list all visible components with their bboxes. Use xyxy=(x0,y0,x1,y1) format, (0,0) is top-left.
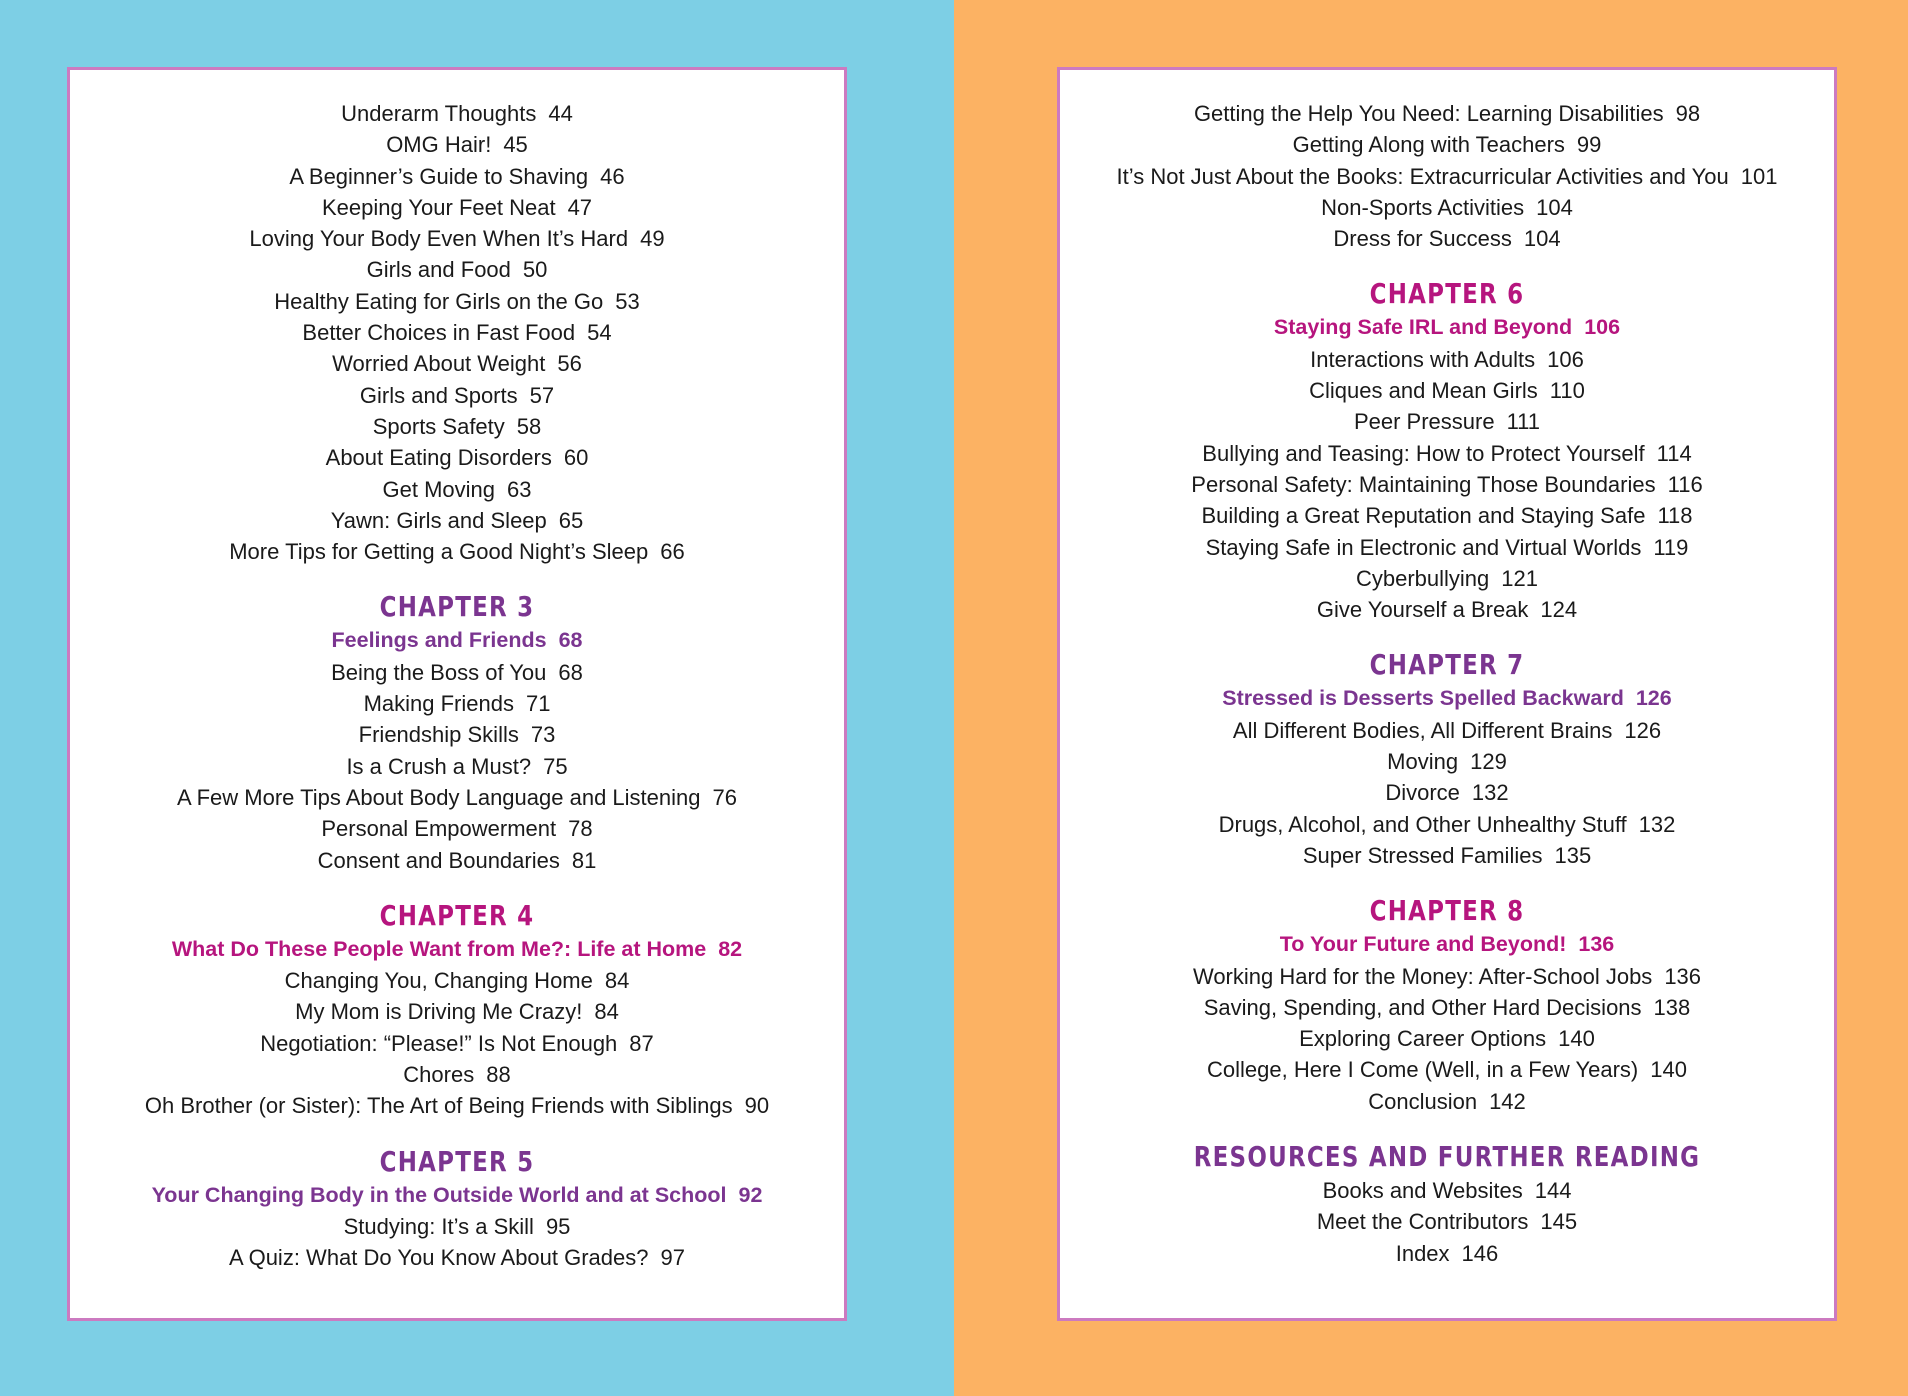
toc-entry-page: 136 xyxy=(1664,963,1702,989)
toc-entry-page: 126 xyxy=(1624,717,1662,743)
chapter-5-subtitle xyxy=(70,1180,844,1211)
toc-entry-title: Building a Great Reputation and Staying Safe xyxy=(1201,503,1646,529)
toc-entry-page: 90 xyxy=(744,1093,770,1119)
toc-entry-page: 140 xyxy=(1558,1026,1595,1052)
toc-entry-title: Cliques and Mean Girls xyxy=(1309,378,1538,404)
toc-entry xyxy=(70,348,844,379)
toc-entry-title: Being the Boss of You xyxy=(331,659,547,685)
subtitle-title: To Your Future and Beyond! xyxy=(1279,932,1567,957)
toc-entry-title: Studying: It’s a Skill xyxy=(343,1213,534,1239)
subtitle-page: 92 xyxy=(738,1182,763,1207)
toc-entry-title: Girls and Food xyxy=(366,257,511,283)
toc-entry xyxy=(70,1242,844,1273)
chapter-3-subtitle xyxy=(70,625,844,656)
toc-entry-title: Sports Safety xyxy=(372,413,505,439)
toc-entry xyxy=(1060,1206,1834,1237)
chapter-7-subtitle xyxy=(1060,683,1834,714)
subtitle-title: Feelings and Friends xyxy=(331,628,547,653)
toc-entry-title: Moving xyxy=(1387,749,1459,775)
toc-entry xyxy=(70,411,844,442)
toc-entry-page: 146 xyxy=(1461,1240,1499,1266)
toc-entry-page: 88 xyxy=(486,1062,511,1088)
toc-entry xyxy=(70,996,844,1027)
toc-entry xyxy=(1060,1175,1834,1206)
toc-entry-page: 78 xyxy=(568,816,593,842)
resources-heading: RESOURCES AND FURTHER READING xyxy=(1193,1140,1701,1174)
toc-entry-title: Working Hard for the Money: After-School Jobs xyxy=(1192,963,1653,989)
toc-entry-title: Saving, Spending, and Other Hard Decisions xyxy=(1203,994,1642,1020)
toc-entry-page: 124 xyxy=(1540,597,1578,623)
toc-entry-page: 53 xyxy=(615,288,640,314)
chapter-6-subtitle xyxy=(1060,312,1834,343)
toc-entry-title: Friendship Skills xyxy=(358,722,519,748)
chapter-6-heading: CHAPTER 6 xyxy=(1369,277,1525,311)
toc-entry-page: 84 xyxy=(604,968,630,994)
toc-entry-title: Oh Brother (or Sister): The Art of Being Friends with Siblings xyxy=(144,1093,733,1119)
toc-entry-page: 47 xyxy=(567,194,593,220)
toc-entry xyxy=(1060,223,1834,254)
toc-entry-title: Is a Crush a Must? xyxy=(346,753,532,779)
toc-entry xyxy=(1060,1238,1834,1269)
toc-entry xyxy=(70,657,844,688)
toc-entry-page: 145 xyxy=(1540,1209,1578,1235)
toc-entry-page: 121 xyxy=(1501,565,1538,591)
toc-entry xyxy=(1060,161,1834,192)
toc-entry xyxy=(70,965,844,996)
toc-entry-page: 75 xyxy=(543,753,568,779)
toc-entry-page: 101 xyxy=(1740,163,1778,189)
toc-entry xyxy=(70,380,844,411)
toc-entry-page: 144 xyxy=(1534,1178,1572,1204)
toc-entry-title: A Beginner’s Guide to Shaving xyxy=(289,163,589,189)
chapter-4-entries xyxy=(70,965,844,1121)
subtitle-page: 106 xyxy=(1584,315,1621,340)
chapter-4-subtitle xyxy=(70,934,844,965)
toc-entry-title: More Tips for Getting a Good Night’s Sleep xyxy=(229,539,649,565)
subtitle-page: 82 xyxy=(718,936,743,961)
toc-entry-title: A Few More Tips About Body Language and Listening xyxy=(177,784,701,810)
toc-entry xyxy=(1060,1023,1834,1054)
toc-entry-title: College, Here I Come (Well, in a Few Years) xyxy=(1207,1057,1639,1083)
subtitle-page: 126 xyxy=(1635,686,1672,711)
toc-entry xyxy=(1060,715,1834,746)
toc-group xyxy=(70,98,844,567)
toc-entry-page: 84 xyxy=(594,999,619,1025)
toc-entry-title: All Different Bodies, All Different Brains xyxy=(1232,717,1613,743)
toc-entry xyxy=(70,442,844,473)
toc-entry xyxy=(1060,1054,1834,1085)
toc-entry xyxy=(1060,192,1834,223)
toc-entry-page: 104 xyxy=(1536,194,1573,220)
toc-entry-page: 57 xyxy=(529,382,555,408)
toc-entry-page: 132 xyxy=(1638,811,1676,837)
toc-entry xyxy=(70,286,844,317)
toc-entry-title: Dress for Success xyxy=(1333,226,1512,252)
toc-entry xyxy=(70,161,844,192)
toc-entry-title: Interactions with Adults xyxy=(1310,346,1536,372)
toc-entry-page: 119 xyxy=(1653,534,1689,560)
toc-entry-title: Changing You, Changing Home xyxy=(284,968,593,994)
toc-entry xyxy=(1060,375,1834,406)
toc-entry-title: Better Choices in Fast Food xyxy=(302,320,576,346)
toc-entry xyxy=(70,1090,844,1121)
chapter-3-entries xyxy=(70,657,844,876)
toc-entry-title: Books and Websites xyxy=(1322,1178,1523,1204)
toc-entry xyxy=(70,474,844,505)
toc-entry xyxy=(70,688,844,719)
toc-entry-title: Personal Empowerment xyxy=(321,816,557,842)
toc-entry-page: 114 xyxy=(1656,440,1692,466)
toc-entry-page: 65 xyxy=(558,507,584,533)
toc-entry xyxy=(1060,992,1834,1023)
toc-entry xyxy=(1060,809,1834,840)
chapter-3-heading: CHAPTER 3 xyxy=(379,590,535,624)
toc-entry-title: About Eating Disorders xyxy=(325,445,552,471)
toc-entry xyxy=(70,1028,844,1059)
toc-entry-page: 68 xyxy=(558,659,583,685)
chapter-7-heading: CHAPTER 7 xyxy=(1369,648,1525,682)
toc-entry xyxy=(70,254,844,285)
toc-entry-page: 56 xyxy=(557,351,582,377)
toc-entry-page: 66 xyxy=(660,539,685,565)
toc-entry-title: Non-Sports Activities xyxy=(1321,194,1525,220)
toc-entry xyxy=(1060,98,1834,129)
toc-entry-page: 95 xyxy=(545,1213,571,1239)
toc-entry-title: Loving Your Body Even When It’s Hard xyxy=(249,226,629,252)
toc-entry-title: Worried About Weight xyxy=(332,351,546,377)
toc-entry xyxy=(1060,840,1834,871)
left-toc-panel xyxy=(67,67,847,1321)
toc-entry xyxy=(1060,469,1834,500)
toc-entry-title: It’s Not Just About the Books: Extracurricular Activities and You xyxy=(1116,163,1729,189)
toc-entry-title: My Mom is Driving Me Crazy! xyxy=(295,999,583,1025)
toc-entry xyxy=(70,98,844,129)
subtitle-title: Staying Safe IRL and Beyond xyxy=(1273,315,1573,340)
toc-entry-page: 116 xyxy=(1667,471,1703,497)
chapter-6-entries xyxy=(1060,344,1834,626)
subtitle-title: Your Changing Body in the Outside World and at School xyxy=(151,1182,727,1207)
toc-entry xyxy=(70,782,844,813)
toc-entry-page: 46 xyxy=(600,163,625,189)
toc-entry-page: 76 xyxy=(712,784,737,810)
toc-entry xyxy=(70,317,844,348)
toc-entry-title: Index xyxy=(1395,1240,1450,1266)
toc-entry-page: 58 xyxy=(516,413,542,439)
right-page xyxy=(954,0,1908,1396)
toc-entry-title: Getting Along with Teachers xyxy=(1292,132,1565,158)
toc-entry xyxy=(70,1211,844,1242)
right-toc-panel xyxy=(1057,67,1837,1321)
toc-entry-title: Healthy Eating for Girls on the Go xyxy=(274,288,604,314)
toc-entry xyxy=(70,223,844,254)
toc-entry xyxy=(1060,777,1834,808)
toc-entry-page: 142 xyxy=(1489,1088,1526,1114)
toc-entry-page: 118 xyxy=(1657,503,1693,529)
toc-entry xyxy=(70,129,844,160)
toc-entry xyxy=(1060,532,1834,563)
toc-entry-title: Making Friends xyxy=(363,691,514,717)
toc-entry xyxy=(1060,344,1834,375)
subtitle-page: 68 xyxy=(558,628,583,653)
toc-entry xyxy=(70,751,844,782)
toc-entry xyxy=(1060,1086,1834,1117)
toc-entry-page: 129 xyxy=(1470,749,1507,775)
toc-entry-title: Conclusion xyxy=(1368,1088,1478,1114)
toc-entry-page: 106 xyxy=(1547,346,1584,372)
toc-entry-title: Getting the Help You Need: Learning Disabilities xyxy=(1193,101,1664,126)
toc-entry-title: Keeping Your Feet Neat xyxy=(321,194,556,220)
toc-entry-page: 54 xyxy=(587,320,612,346)
toc-entry-page: 104 xyxy=(1523,226,1561,252)
toc-entry-title: Underarm Thoughts xyxy=(341,101,537,126)
toc-entry-page: 98 xyxy=(1675,101,1701,126)
chapter-8-subtitle xyxy=(1060,929,1834,960)
toc-entry-page: 44 xyxy=(548,101,573,126)
toc-entry-page: 63 xyxy=(507,476,532,502)
toc-entry-title: Consent and Boundaries xyxy=(317,847,560,873)
toc-entry xyxy=(1060,438,1834,469)
toc-entry-title: Girls and Sports xyxy=(359,382,518,408)
toc-entry xyxy=(70,845,844,876)
toc-entry-title: OMG Hair! xyxy=(386,132,492,158)
toc-entry-page: 135 xyxy=(1554,842,1592,868)
subtitle-title: Stressed is Desserts Spelled Backward xyxy=(1222,686,1624,711)
toc-entry xyxy=(70,536,844,567)
resources-entries xyxy=(1060,1175,1834,1269)
toc-entry-title: Exploring Career Options xyxy=(1299,1026,1547,1052)
subtitle-title: What Do These People Want from Me?: Life at Home xyxy=(171,936,707,961)
toc-entry-title: Meet the Contributors xyxy=(1316,1209,1529,1235)
toc-entry-page: 140 xyxy=(1650,1057,1687,1083)
toc-entry xyxy=(1060,563,1834,594)
toc-group xyxy=(1060,98,1834,254)
toc-entry-title: Drugs, Alcohol, and Other Unhealthy Stuff xyxy=(1218,811,1627,837)
chapter-5-heading: CHAPTER 5 xyxy=(379,1144,535,1178)
toc-entry xyxy=(70,719,844,750)
chapter-4-heading: CHAPTER 4 xyxy=(379,898,535,932)
toc-entry-page: 87 xyxy=(629,1030,654,1056)
toc-entry-page: 49 xyxy=(640,226,665,252)
toc-entry-title: Chores xyxy=(403,1062,475,1088)
toc-entry-page: 45 xyxy=(503,132,528,158)
toc-entry-page: 138 xyxy=(1653,994,1691,1020)
subtitle-page: 136 xyxy=(1578,932,1615,957)
toc-entry-title: A Quiz: What Do You Know About Grades? xyxy=(229,1245,649,1271)
toc-entry xyxy=(1060,406,1834,437)
toc-entry-title: Peer Pressure xyxy=(1353,409,1495,435)
toc-entry xyxy=(1060,746,1834,777)
toc-entry xyxy=(70,1059,844,1090)
toc-entry-page: 73 xyxy=(530,722,556,748)
toc-entry-title: Staying Safe in Electronic and Virtual Worlds xyxy=(1205,534,1642,560)
toc-entry xyxy=(1060,500,1834,531)
chapter-5-entries xyxy=(70,1211,844,1274)
toc-entry-title: Give Yourself a Break xyxy=(1316,597,1529,623)
toc-entry-title: Super Stressed Families xyxy=(1302,842,1543,868)
toc-entry xyxy=(70,192,844,223)
toc-entry-page: 99 xyxy=(1576,132,1602,158)
toc-entry xyxy=(70,813,844,844)
toc-entry-page: 60 xyxy=(563,445,589,471)
toc-entry-title: Negotiation: “Please!” Is Not Enough xyxy=(260,1030,618,1056)
toc-entry-title: Cyberbullying xyxy=(1355,565,1490,591)
toc-entry-page: 81 xyxy=(571,847,597,873)
toc-entry-page: 71 xyxy=(525,691,551,717)
toc-entry xyxy=(1060,961,1834,992)
chapter-7-entries xyxy=(1060,715,1834,871)
toc-entry-title: Get Moving xyxy=(382,476,495,502)
toc-entry-page: 110 xyxy=(1549,378,1585,404)
toc-entry xyxy=(1060,594,1834,625)
toc-entry-title: Yawn: Girls and Sleep xyxy=(330,507,547,533)
toc-entry-page: 97 xyxy=(660,1245,685,1271)
toc-entry-page: 111 xyxy=(1506,409,1541,435)
chapter-8-heading: CHAPTER 8 xyxy=(1369,894,1525,928)
toc-entry-title: Divorce xyxy=(1385,780,1460,806)
toc-entry-title: Bullying and Teasing: How to Protect Yourself xyxy=(1202,440,1645,466)
chapter-8-entries xyxy=(1060,961,1834,1117)
toc-entry-page: 132 xyxy=(1471,780,1509,806)
toc-entry xyxy=(1060,129,1834,160)
toc-entry-title: Personal Safety: Maintaining Those Boundaries xyxy=(1191,471,1656,497)
toc-entry-page: 50 xyxy=(522,257,548,283)
toc-entry xyxy=(70,505,844,536)
